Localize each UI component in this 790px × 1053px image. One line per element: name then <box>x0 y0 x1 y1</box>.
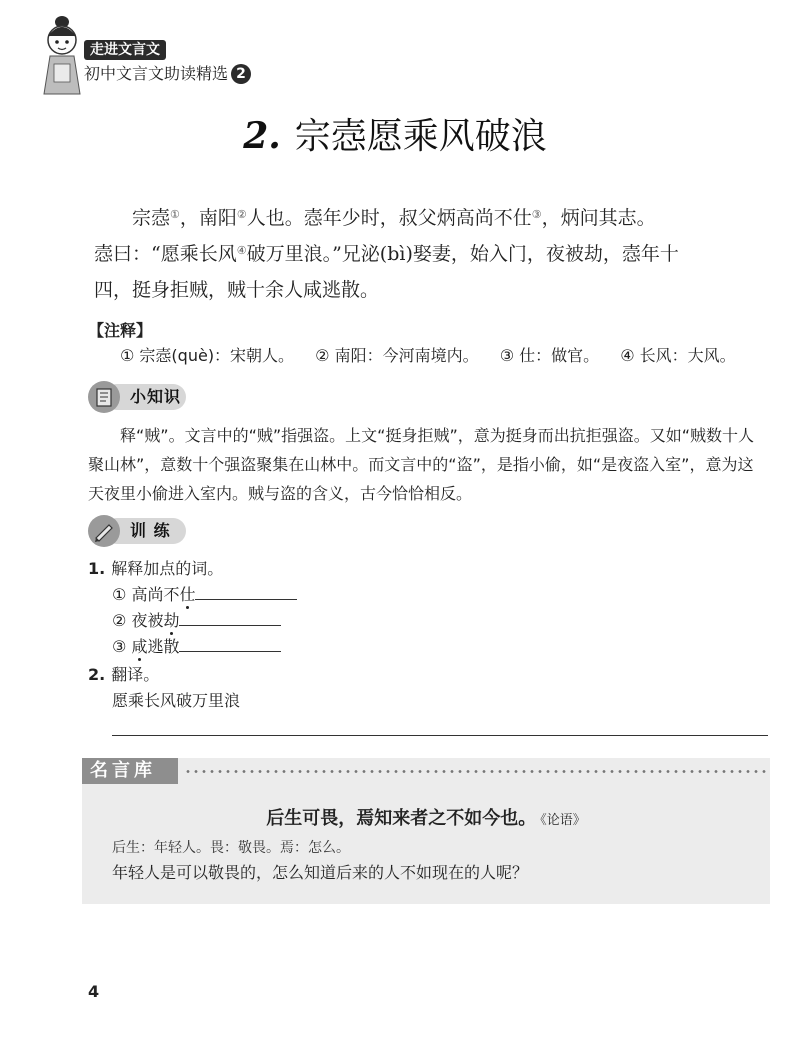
passage-text: ，炳问其志。 <box>541 207 656 229</box>
item-marker: ② <box>112 611 127 630</box>
note-item: ④ 长风：大风。 <box>620 346 736 365</box>
item-text: 高尚不 <box>131 585 180 604</box>
answer-line[interactable] <box>112 735 768 736</box>
passage-text: ，南阳 <box>179 207 237 229</box>
footnote-marker: ② <box>236 208 247 221</box>
note-item: ② 南阳：今河南境内。 <box>315 346 479 365</box>
lesson-number: 2. <box>243 115 281 157</box>
quote-source: 《论语》 <box>540 813 586 828</box>
answer-blank[interactable] <box>179 635 281 652</box>
knowledge-badge <box>88 381 188 413</box>
q1-item-1 <box>112 583 297 607</box>
footnote-marker: ④ <box>236 244 247 257</box>
practice-badge <box>88 515 188 547</box>
knowledge-text <box>88 421 768 508</box>
item-marker: ① <box>112 585 127 604</box>
lesson-title <box>0 112 790 161</box>
quote-line <box>82 806 770 834</box>
knowledge-paragraph: 释“贼”。文言中的“贼”指强盗。上文“挺身拒贼”，意为挺身而出抗拒强盗。又如“贼数十人聚山林”，意数十个强盗聚集在山林中。而文言中的“盗”，是指小偷，如“是夜盗入室”，意为这天夜里小偷进入室内。贼与盗的含义，古今恰恰相反。 <box>88 426 755 503</box>
item-text: 夜被 <box>131 611 164 630</box>
question-number: 2. <box>88 665 106 684</box>
knowledge-badge-label: 小知识 <box>130 387 182 406</box>
passage-text: 四，挺身拒贼，贼十余人咸逃散。 <box>94 279 380 301</box>
answer-blank[interactable] <box>195 583 297 600</box>
translation-sentence: 愿乘长风破万里浪 <box>112 691 241 710</box>
answer-blank[interactable] <box>179 609 281 626</box>
series-title: 走进文言文 <box>84 40 166 60</box>
passage-text: 悫曰：“愿乘长风 <box>94 243 237 265</box>
dotted-divider <box>184 770 770 773</box>
question-1 <box>88 557 223 581</box>
q1-item-3 <box>112 635 281 659</box>
item-text: 逃散 <box>147 637 180 656</box>
notes-list <box>120 345 752 367</box>
q1-item-2 <box>112 609 281 633</box>
item-marker: ③ <box>112 637 127 656</box>
passage-text: 破万里浪。”兄泌(bì)娶妻，始入门，夜被劫，悫年十 <box>246 243 679 265</box>
emphasized-char: 咸 <box>131 637 148 656</box>
emphasized-char: 仕 <box>179 585 196 604</box>
quote-translation: 年轻人是可以敬畏的，怎么知道后来的人不如现在的人呢？ <box>112 863 529 882</box>
quote-header: 名言库 <box>90 760 156 781</box>
quote-text: 后生可畏，焉知来者之不如今也。 <box>266 808 537 829</box>
footnote-marker: ③ <box>531 208 542 221</box>
page-number: 4 <box>88 982 100 1001</box>
practice-badge-label: 训 练 <box>130 521 171 540</box>
note-item: ③ 仕：做官。 <box>499 346 600 365</box>
passage-text: 宗悫 <box>132 207 171 229</box>
question-number: 1. <box>88 559 106 578</box>
question-prompt: 解释加点的词。 <box>111 559 224 578</box>
classical-passage <box>94 200 778 308</box>
pen-icon <box>92 519 116 543</box>
lesson-title-text: 宗悫愿乘风破浪 <box>294 116 547 157</box>
book-title-text: 初中文言文助读精选 <box>84 64 229 83</box>
passage-text: 人也。悫年少时，叔父炳高尚不仕 <box>246 207 532 229</box>
question-2 <box>88 663 159 687</box>
volume-badge: 2 <box>231 64 251 84</box>
emphasized-char: 劫 <box>163 611 180 630</box>
book-title <box>84 64 251 84</box>
notes-label: 【注释】 <box>88 321 153 340</box>
quote-gloss: 后生：年轻人。畏：敬畏。焉：怎么。 <box>112 840 350 856</box>
question-prompt: 翻译。 <box>111 665 160 684</box>
book-icon <box>92 385 116 409</box>
footnote-marker: ① <box>170 208 180 221</box>
note-item: ① 宗悫(què)：宋朝人。 <box>120 346 295 365</box>
